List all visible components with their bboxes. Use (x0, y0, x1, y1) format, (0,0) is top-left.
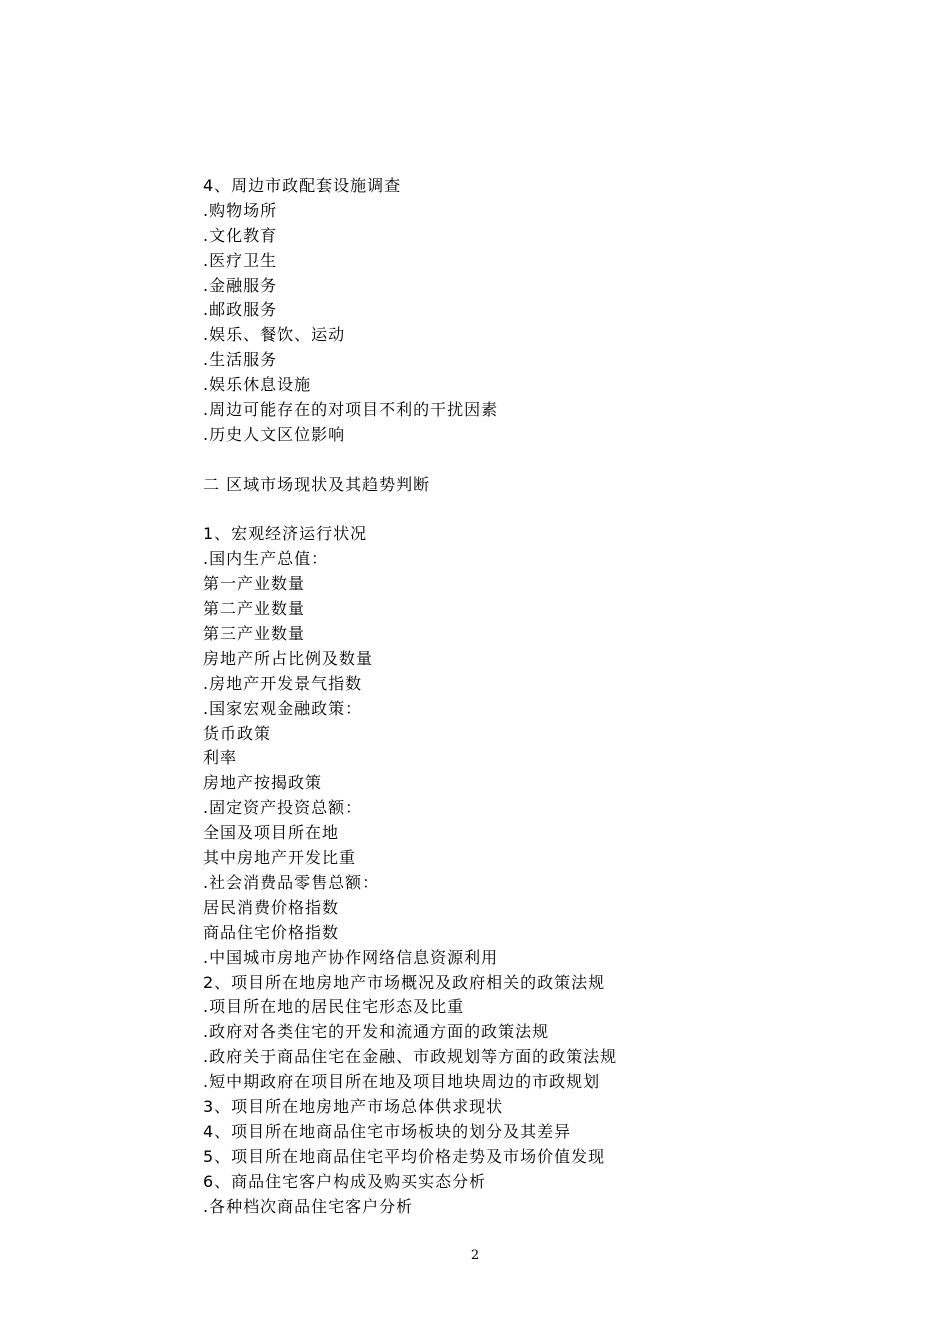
text-line: .购物场所 (203, 200, 278, 220)
text-line: .政府对各类住宅的开发和流通方面的政策法规 (203, 1022, 550, 1042)
text-line: 6、商品住宅客户构成及购买实态分析 (203, 1171, 487, 1191)
text-line: 3、项目所在地房地产市场总体供求现状 (203, 1096, 504, 1116)
blank-line (203, 498, 903, 523)
text-line: .固定资产投资总额： (203, 798, 363, 818)
text-line: 其中房地产开发比重 (203, 848, 357, 868)
text-line: .国家宏观金融政策： (203, 698, 363, 718)
text-line: 货币政策 (203, 723, 272, 743)
text-line: 商品住宅价格指数 (203, 922, 340, 942)
text-line: 第一产业数量 (203, 574, 306, 594)
text-line: .医疗卫生 (203, 250, 278, 270)
text-line: 房地产所占比例及数量 (203, 648, 374, 668)
document-body (203, 174, 903, 1219)
blank-line (203, 448, 903, 473)
text-line: .各种档次商品住宅客户分析 (203, 1196, 414, 1216)
text-line: .政府关于商品住宅在金融、市政规划等方面的政策法规 (203, 1047, 618, 1067)
text-line: .房地产开发景气指数 (203, 673, 363, 693)
text-line: 居民消费价格指数 (203, 897, 340, 917)
text-line: 4、周边市政配套设施调查 (203, 176, 402, 195)
text-line: .周边可能存在的对项目不利的干扰因素 (203, 400, 499, 420)
text-line: .生活服务 (203, 350, 278, 370)
text-line: .国内生产总值： (203, 549, 329, 569)
text-line: 4、项目所在地商品住宅市场板块的划分及其差异 (203, 1121, 572, 1141)
text-line: .社会消费品零售总额： (203, 872, 380, 892)
text-line: 利率 (203, 748, 238, 768)
text-line: 房地产按揭政策 (203, 773, 323, 793)
page-number: 2 (470, 1248, 480, 1263)
text-line: 2、项目所在地房地产市场概况及政府相关的政策法规 (203, 972, 606, 992)
text-line: .中国城市房地产协作网络信息资源利用 (203, 947, 499, 967)
text-line: .娱乐、餐饮、运动 (203, 325, 346, 345)
text-line: 全国及项目所在地 (203, 823, 340, 843)
text-line: .文化教育 (203, 225, 278, 245)
text-line: 1、宏观经济运行状况 (203, 524, 368, 544)
text-line: .邮政服务 (203, 300, 278, 320)
text-line: .娱乐休息设施 (203, 375, 312, 395)
text-line: 二 区域市场现状及其趋势判断 (203, 474, 431, 494)
text-line: .项目所在地的居民住宅形态及比重 (203, 997, 465, 1017)
text-line: 第三产业数量 (203, 624, 306, 644)
text-line: .金融服务 (203, 275, 278, 295)
text-line: .短中期政府在项目所在地及项目地块周边的市政规划 (203, 1072, 601, 1092)
text-line: 5、项目所在地商品住宅平均价格走势及市场价值发现 (203, 1146, 606, 1166)
text-line: 第二产业数量 (203, 599, 306, 619)
text-line: .历史人文区位影响 (203, 424, 346, 444)
